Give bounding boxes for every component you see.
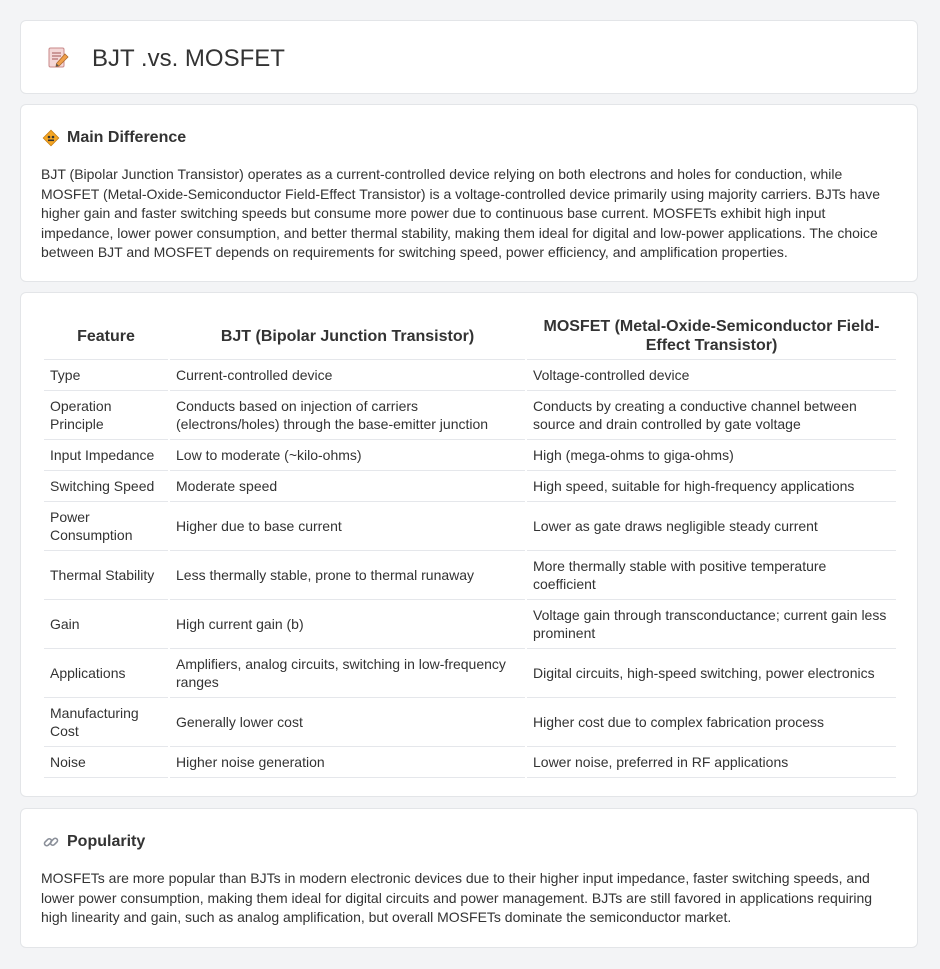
- table-cell: Moderate speed: [170, 471, 525, 502]
- warning-sign-icon: [42, 129, 60, 147]
- table-row: [44, 360, 896, 391]
- table-cell: Switching Speed: [44, 471, 168, 502]
- table-row: [44, 551, 896, 600]
- comparison-table: [42, 313, 898, 778]
- main-difference-card: [20, 104, 918, 282]
- comparison-card: [20, 292, 918, 797]
- table-row: [44, 502, 896, 551]
- table-cell: Thermal Stability: [44, 551, 168, 600]
- table-header-mosfet: MOSFET (Metal-Oxide-Semiconductor Field-Effect Transistor): [527, 313, 896, 360]
- table-cell: Voltage gain through transconductance; current gain less prominent: [527, 600, 896, 649]
- table-cell: Gain: [44, 600, 168, 649]
- table-cell: Manufacturing Cost: [44, 698, 168, 747]
- main-difference-heading: Main Difference: [67, 129, 187, 146]
- document-pencil-icon: [46, 45, 70, 71]
- table-cell: High current gain (b): [170, 600, 525, 649]
- table-cell: Generally lower cost: [170, 698, 525, 747]
- popularity-heading: Popularity: [67, 833, 146, 850]
- table-header-feature: Feature: [44, 313, 168, 360]
- table-row: [44, 440, 896, 471]
- table-cell: Lower noise, preferred in RF applications: [527, 747, 896, 778]
- table-cell: More thermally stable with positive temperature coefficient: [527, 551, 896, 600]
- table-cell: Current-controlled device: [170, 360, 525, 391]
- table-header-bjt: BJT (Bipolar Junction Transistor): [170, 313, 525, 360]
- table-row: [44, 649, 896, 698]
- table-cell: Less thermally stable, prone to thermal runaway: [170, 551, 525, 600]
- table-row: [44, 698, 896, 747]
- popularity-text: MOSFETs are more popular than BJTs in modern electronic devices due to their higher input impedance, faster switching speeds, and lower power consumption, making them ideal for digital circuits and power management. BJTs are still favored in applications requiring high linearity and gain, such as analog amplification, but overall MOSFETs dominate the semiconductor market.: [41, 870, 873, 925]
- header-card: [20, 20, 918, 94]
- table-cell: Higher due to base current: [170, 502, 525, 551]
- main-difference-text: BJT (Bipolar Junction Transistor) operates as a current-controlled device relying on both electrons and holes for conduction, while MOSFET (Metal-Oxide-Semiconductor Field-Effect Transistor) is a voltage-controlled device primarily using majority carriers. BJTs have higher gain and faster switching speeds but consume more power due to continuous base current. MOSFETs exhibit high input impedance, lower power consumption, and better thermal stability, making them ideal for digital and low-power applications. The choice between BJT and MOSFET depends on requirements for switching speed, power efficiency, and amplification properties.: [41, 166, 880, 260]
- table-row: [44, 600, 896, 649]
- table-cell: Voltage-controlled device: [527, 360, 896, 391]
- table-cell: Digital circuits, high-speed switching, power electronics: [527, 649, 896, 698]
- table-cell: Input Impedance: [44, 440, 168, 471]
- table-row: [44, 747, 896, 778]
- table-cell: High speed, suitable for high-frequency applications: [527, 471, 896, 502]
- table-cell: Power Consumption: [44, 502, 168, 551]
- table-cell: Applications: [44, 649, 168, 698]
- table-row: [44, 391, 896, 440]
- table-cell: Lower as gate draws negligible steady current: [527, 502, 896, 551]
- table-cell: Noise: [44, 747, 168, 778]
- table-cell: Higher noise generation: [170, 747, 525, 778]
- table-cell: High (mega-ohms to giga-ohms): [527, 440, 896, 471]
- link-icon: [42, 833, 60, 851]
- table-cell: Conducts based on injection of carriers (electrons/holes) through the base-emitter junction: [170, 391, 525, 440]
- table-cell: Amplifiers, analog circuits, switching in low-frequency ranges: [170, 649, 525, 698]
- page-title: BJT .vs. MOSFET: [92, 45, 285, 72]
- table-cell: Higher cost due to complex fabrication process: [527, 698, 896, 747]
- table-row: [44, 471, 896, 502]
- table-cell: Type: [44, 360, 168, 391]
- popularity-card: [20, 808, 918, 948]
- table-cell: Low to moderate (~kilo-ohms): [170, 440, 525, 471]
- table-cell: Conducts by creating a conductive channel between source and drain controlled by gate voltage: [527, 391, 896, 440]
- table-cell: Operation Principle: [44, 391, 168, 440]
